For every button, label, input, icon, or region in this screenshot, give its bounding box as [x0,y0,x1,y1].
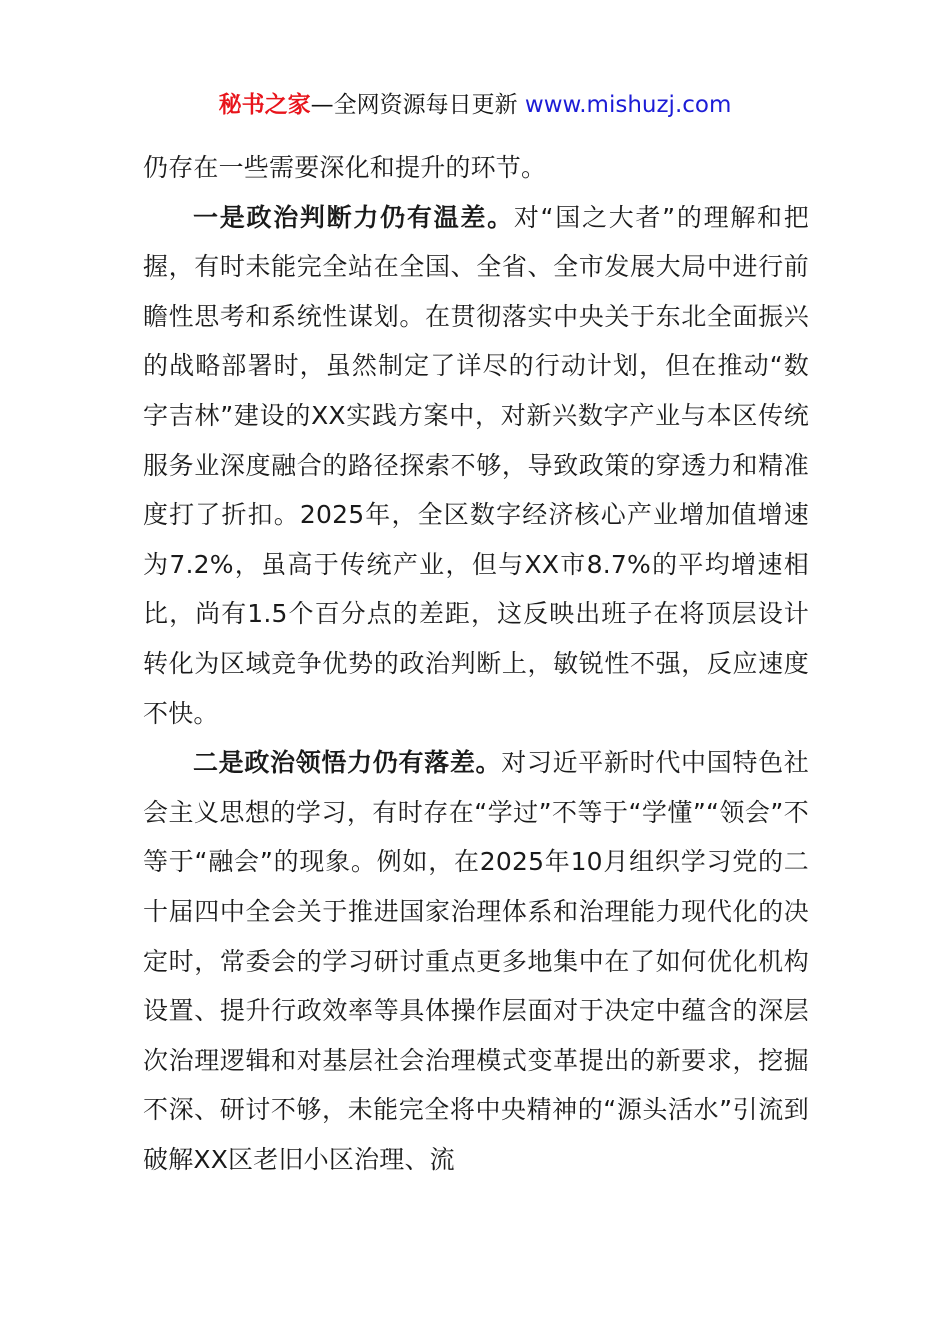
page-header [0,88,950,122]
document-body [143,143,809,1184]
paragraph-text: 对“国之大者”的理解和把握，有时未能完全站在全国、全省、全市发展大局中进行前瞻性思考和系统性谋划。在贯彻落实中央关于东北全面振兴的战略部署时，虽然制定了详尽的行动计划，但在推动“数字吉林”建设的XX实践方案中，对新兴数字产业与本区传统服务业深度融合的路径探索不够，导致政策的穿透力和精准度打了折扣。2025年，全区数字经济核心产业增加值增速为7.2%，虽高于传统产业，但与XX市8.7%的平均增速相比，尚有1.5个百分点的差距，这反映出班子在将顶层设计转化为区域竞争优势的政治判断上，敏锐性不强，反应速度不快。 [143,202,809,728]
paragraph-political-judgment [143,193,809,739]
paragraph-heading: 二是政治领悟力仍有落差。 [193,748,502,778]
paragraph-heading: 一是政治判断力仍有温差。 [193,202,514,232]
paragraph-political-comprehension [143,738,809,1184]
paragraph-text: 仍存在一些需要深化和提升的环节。 [143,153,547,182]
paragraph-continuation [143,143,809,193]
site-url-link[interactable]: www.mishuzj.com [524,92,732,118]
site-tagline: —全网资源每日更新 [310,92,525,118]
paragraph-text: 对习近平新时代中国特色社会主义思想的学习，有时存在“学过”不等于“学懂”“领会”不等于“融会”的现象。例如，在2025年10月组织学习党的二十届四中全会关于推进国家治理体系和治理能力现代化的决定时，常委会的学习研讨重点更多地集中在了如何优化机构设置、提升行政效率等具体操作层面对于决定中蕴含的深层次治理逻辑和对基层社会治理模式变革提出的新要求，挖掘不深、研讨不够，未能完全将中央精神的“源头活水”引流到破解XX区老旧小区治理、流 [143,748,810,1174]
site-brand: 秘书之家 [218,92,311,118]
